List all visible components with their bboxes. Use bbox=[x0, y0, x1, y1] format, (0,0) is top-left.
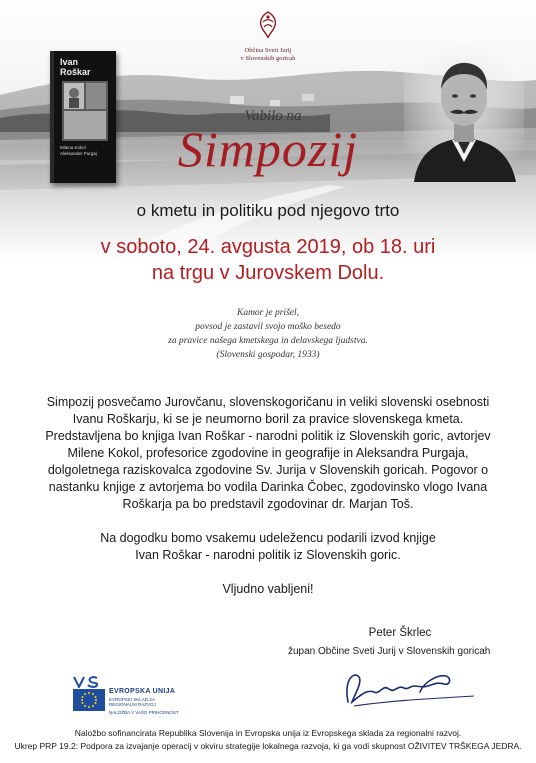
crest-line1: Občina Sveti Jurij bbox=[244, 47, 292, 54]
municipality-crest bbox=[232, 10, 304, 62]
body-line: dolgoletnega raziskovalca zgodovine Sv. Jurija v Slovenskih goricah. Pogovor o bbox=[47, 463, 489, 477]
closing-greeting: Vljudno vabljeni! bbox=[222, 582, 314, 596]
funding-footer bbox=[0, 727, 536, 753]
book-title-line2: Roškar bbox=[60, 67, 91, 77]
quote-source: (Slovenski gospodar, 1933) bbox=[216, 350, 320, 360]
eu-slogan: NALOŽBA V VAŠO PRIHODNOST bbox=[109, 710, 179, 715]
event-subtitle: o kmetu in politiku pod njegovo trto bbox=[136, 201, 400, 220]
vs-logo-icon bbox=[73, 676, 105, 688]
body-line: Milene Kokol, profesorice zgodovine in geografije in Aleksandra Purgaja, bbox=[67, 446, 469, 460]
eu-flag-icon bbox=[73, 689, 105, 711]
quote-block bbox=[0, 306, 536, 362]
body-line: Predstavljena bo knjiga Ivan Roškar - narodni politik iz Slovenskih goric, avtorjev bbox=[45, 429, 491, 443]
eu-funding-logo bbox=[73, 676, 233, 720]
eu-title: EVROPSKA UNIJA bbox=[109, 688, 176, 695]
quote-line: za pravice našega kmetskega in delavskega ljudstva. bbox=[168, 336, 368, 346]
event-date: v soboto, 24. avgusta 2019, ob 18. uri bbox=[100, 236, 436, 258]
body-line: Ivan Roškar - narodni politik iz Slovenskih goric. bbox=[135, 548, 401, 562]
eu-fund-line1: EVROPSKI SKLAD ZA bbox=[109, 697, 156, 702]
footer-line2: Ukrep PRP 19.2: Podpora za izvajanje operacij v okviru strategije lokalnega razvoja, ki ga vodi skupnost OŽIVITEV TRŠKEGA JEDRA. bbox=[14, 741, 522, 751]
eu-fund-name bbox=[109, 697, 156, 707]
quote-line: Kamor je prišel, bbox=[236, 308, 299, 318]
body-line: nastanku knjige z avtorjema bo vodila Darinka Čobec, zgodovinsko vlogo Ivana bbox=[48, 480, 488, 494]
invitation-intro: Vabilo na bbox=[244, 108, 302, 124]
event-title: Simpozij bbox=[177, 121, 359, 177]
handwritten-signature bbox=[334, 662, 484, 712]
signatory-name: Peter Škrlec bbox=[368, 627, 432, 639]
crest-line2: v Slovenskih goricah bbox=[240, 54, 296, 62]
book-author-line2: Aleksander Purgaj bbox=[60, 150, 97, 156]
body-text bbox=[0, 394, 536, 598]
body-line: Ivanu Roškarju, ki se je neumorno boril za pravice slovenskega kmeta. bbox=[72, 412, 464, 426]
body-line: Roškarja pa bo predstavil zgodovinar dr. Marjan Toš. bbox=[122, 497, 414, 511]
event-location: na trgu v Jurovskem Dolu. bbox=[151, 262, 385, 284]
eu-fund-line2: REGIONALNI RAZVOJ bbox=[109, 702, 156, 707]
municipality-crest-icon bbox=[255, 10, 281, 40]
footer-line1: Naložbo sofinancirata Republika Slovenija in Evropska unija iz Evropskega sklada za regionalni razvoj. bbox=[74, 728, 462, 738]
event-date-location bbox=[0, 234, 536, 286]
signatory-role: župan Občine Sveti Jurij v Slovenskih goricah bbox=[288, 646, 491, 657]
book-author-line1: Milena Kokol bbox=[60, 145, 86, 150]
book-title-line1: Ivan bbox=[60, 57, 79, 67]
body-line: Simpozij posvečamo Jurovčanu, slovenskogoričanu in veliki slovenski osebnosti bbox=[46, 395, 490, 409]
quote-line: povsod je zastavil svojo moško besedo bbox=[195, 322, 341, 332]
body-line: Na dogodku bomo vsakemu udeležencu podarili izvod knjige bbox=[100, 531, 436, 545]
